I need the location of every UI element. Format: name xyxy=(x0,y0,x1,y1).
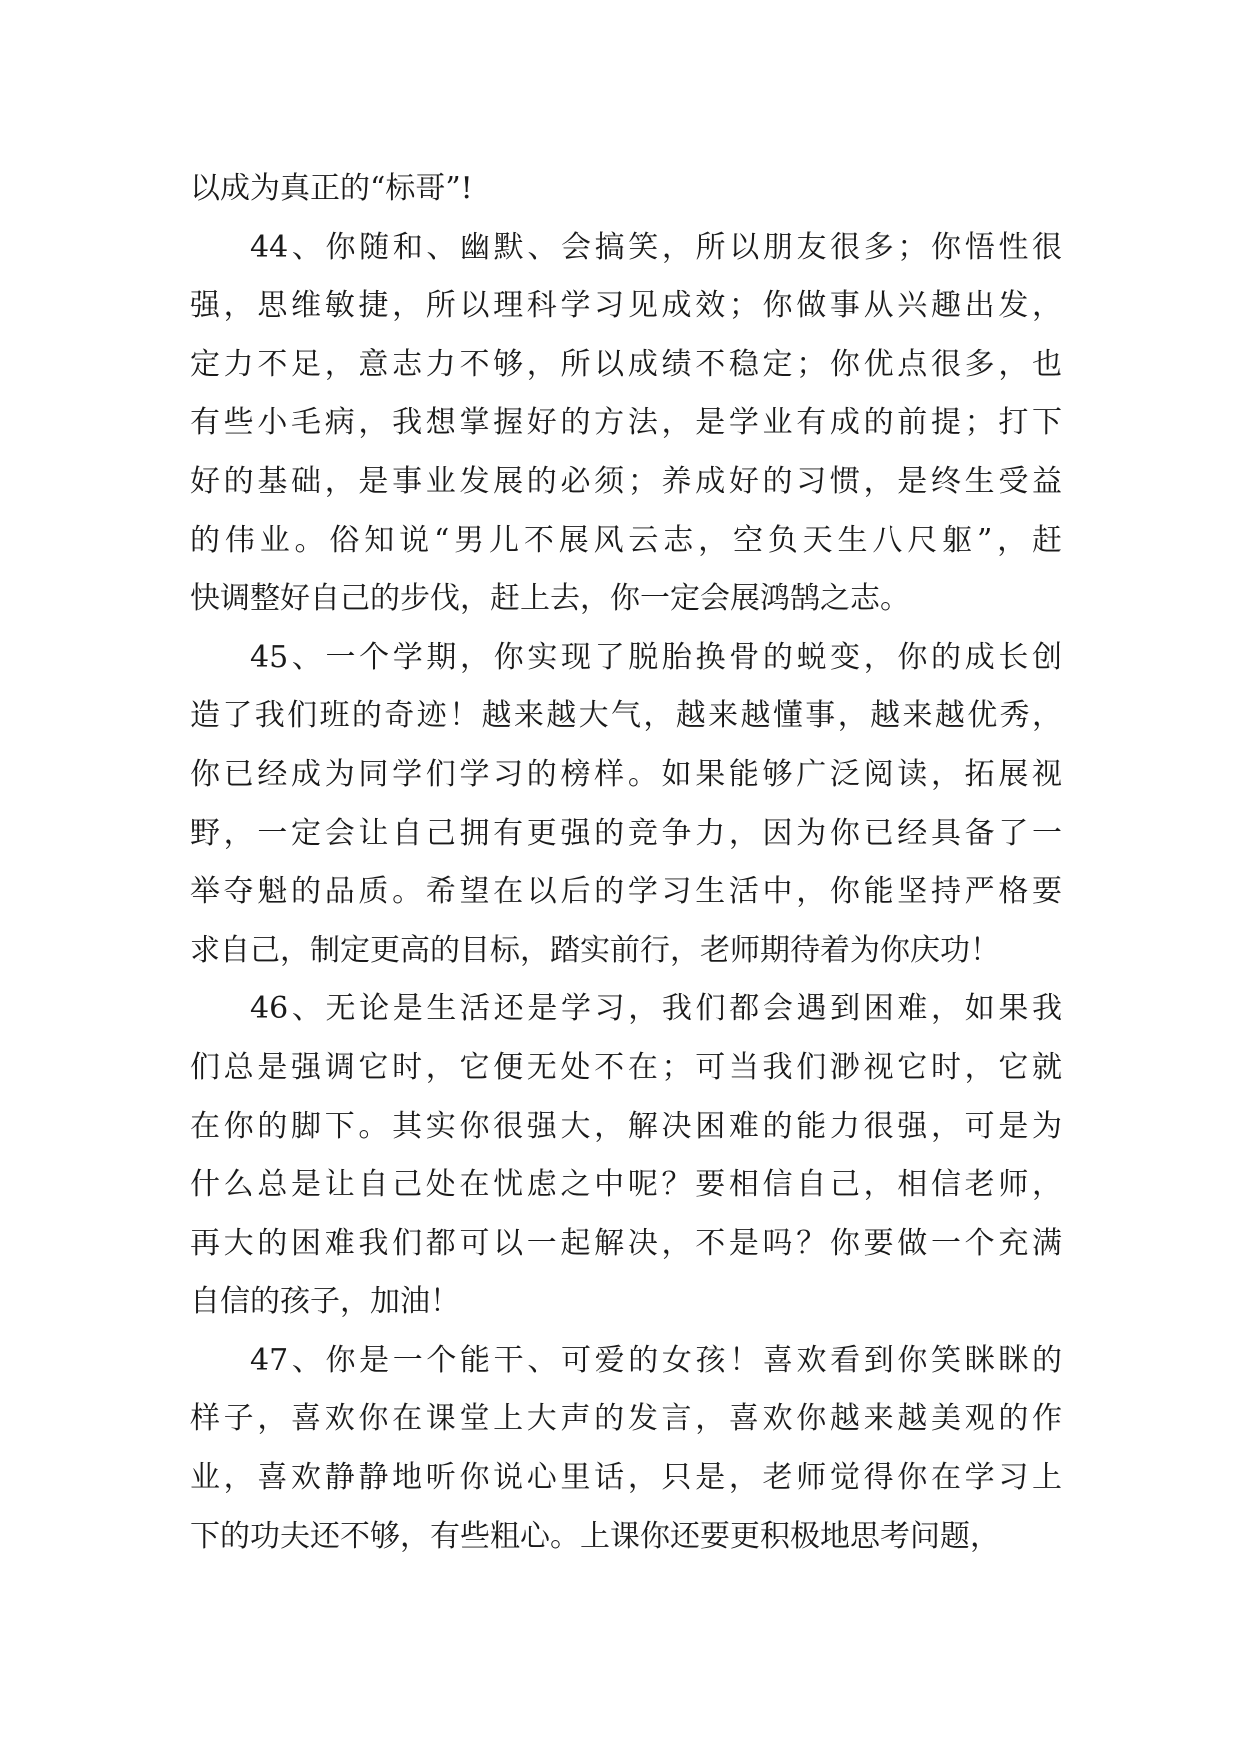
text-line: 46、无论是生活还是学习，我们都会遇到困难，如果我 xyxy=(250,991,1062,1027)
text-line: 求自己，制定更高的目标，踏实前行，老师期待着为你庆功！ xyxy=(190,932,1000,968)
paragraph-44 xyxy=(190,219,1062,629)
text-line: 什么总是让自己处在忧虑之中呢？要相信自己，相信老师， xyxy=(190,1167,1062,1203)
text-line: 有些小毛病，我想掌握好的方法，是学业有成的前提；打下 xyxy=(190,405,1062,441)
text-line: 样子，喜欢你在课堂上大声的发言，喜欢你越来越美观的作 xyxy=(190,1401,1062,1437)
text-line: 在你的脚下。其实你很强大，解决困难的能力很强，可是为 xyxy=(190,1108,1062,1144)
paragraph-47 xyxy=(190,1332,1062,1566)
text-line: 45、一个学期，你实现了脱胎换骨的蜕变，你的成长创 xyxy=(250,639,1062,675)
text-line: 你已经成为同学们学习的榜样。如果能够广泛阅读，拓展视 xyxy=(190,756,1062,792)
paragraph-43-tail xyxy=(190,160,1062,219)
text-line: 47、你是一个能干、可爱的女孩！喜欢看到你笑眯眯的 xyxy=(250,1342,1062,1378)
text-line: 业，喜欢静静地听你说心里话，只是，老师觉得你在学习上 xyxy=(190,1460,1062,1496)
text-line: 好的基础，是事业发展的必须；养成好的习惯，是终生受益 xyxy=(190,463,1062,499)
document-body xyxy=(190,160,1062,1566)
text-line: 的伟业。俗知说“男儿不展风云志，空负天生八尺躯”，赶 xyxy=(190,522,1062,558)
text-line: 下的功夫还不够，有些粗心。上课你还要更积极地思考问题， xyxy=(190,1518,1000,1554)
text-line: 们总是强调它时，它便无处不在；可当我们渺视它时，它就 xyxy=(190,1049,1062,1085)
paragraph-46 xyxy=(190,980,1062,1332)
text-line: 44、你随和、幽默、会搞笑，所以朋友很多；你悟性很 xyxy=(250,229,1062,265)
text-line: 以成为真正的“标哥”! xyxy=(190,171,473,206)
text-line: 定力不足，意志力不够，所以成绩不稳定；你优点很多，也 xyxy=(190,346,1062,382)
text-line: 再大的困难我们都可以一起解决，不是吗？你要做一个充满 xyxy=(190,1225,1062,1261)
text-line: 强，思维敏捷，所以理科学习见成效；你做事从兴趣出发， xyxy=(190,288,1062,324)
text-line: 造了我们班的奇迹！越来越大气，越来越懂事，越来越优秀， xyxy=(190,698,1062,734)
paragraph-45 xyxy=(190,629,1062,981)
text-line: 自信的孩子，加油！ xyxy=(190,1284,460,1320)
text-line: 野，一定会让自己拥有更强的竞争力，因为你已经具备了一 xyxy=(190,815,1062,851)
text-line: 快调整好自己的步伐，赶上去，你一定会展鸿鹄之志。 xyxy=(190,581,910,617)
text-line: 举夺魁的品质。希望在以后的学习生活中，你能坚持严格要 xyxy=(190,874,1062,910)
